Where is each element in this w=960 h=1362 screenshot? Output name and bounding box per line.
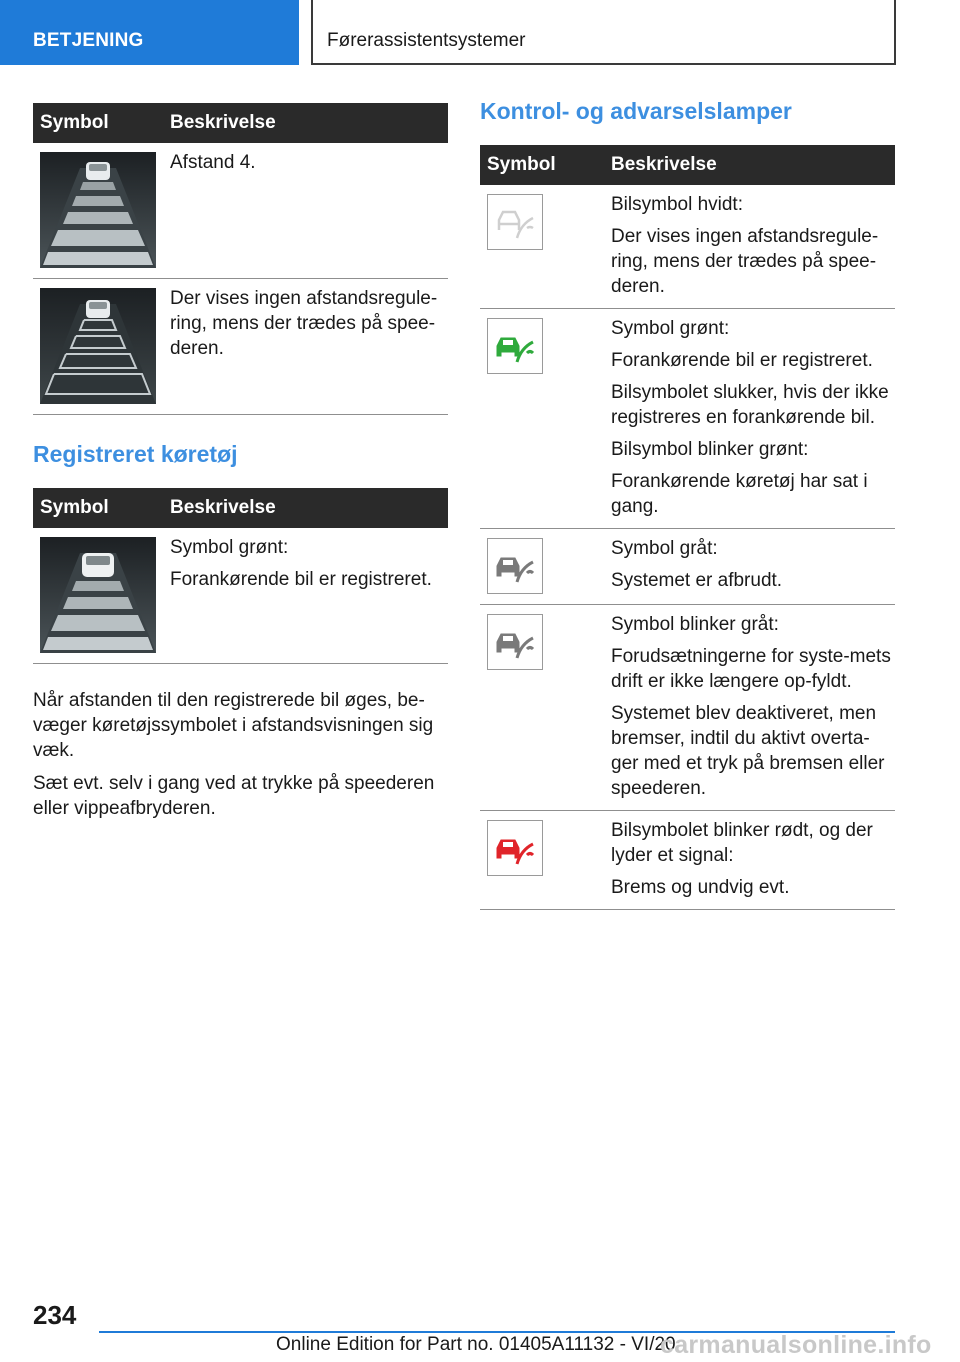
distance-table bbox=[33, 103, 448, 415]
table-row bbox=[480, 529, 895, 605]
row-text: Der vises ingen afstandsregule-ring, mens der trædes på spee-deren. bbox=[170, 288, 438, 359]
body-text bbox=[33, 688, 448, 821]
col-symbol-header: Symbol bbox=[480, 145, 604, 185]
row-text: Bilsymbolet blinker rødt, og der lyder et signal: bbox=[611, 820, 873, 866]
no-regulation-road-icon bbox=[40, 288, 156, 404]
car-symbol-gray-icon bbox=[487, 538, 543, 594]
chapter-tab bbox=[311, 0, 896, 65]
edition-info: Online Edition for Part no. 01405A11132 - VI/20 bbox=[276, 1334, 676, 1355]
row-text: Bilsymbol hvidt: bbox=[611, 194, 743, 215]
section-heading: Registreret køretøj bbox=[33, 441, 238, 467]
table-row bbox=[33, 279, 448, 415]
row-text: Bilsymbol blinker grønt: bbox=[611, 439, 809, 460]
col-description-header: Beskrivelse bbox=[163, 103, 448, 143]
row-text: Afstand 4. bbox=[170, 152, 256, 173]
col-description-header: Beskrivelse bbox=[604, 145, 895, 185]
col-description-header: Beskrivelse bbox=[163, 488, 448, 528]
row-text: Systemet er afbrudt. bbox=[611, 570, 783, 591]
row-text: Systemet blev deaktiveret, men bremser, indtil du aktivt overta-ger med et tryk på bremsen eller speederen. bbox=[611, 703, 885, 799]
right-column bbox=[480, 98, 895, 910]
table-row bbox=[33, 528, 448, 664]
row-text: Forudsætningerne for syste-mets drift er ikke længere op-fyldt. bbox=[611, 646, 891, 692]
table-row bbox=[480, 811, 895, 910]
table-row bbox=[480, 185, 895, 309]
chapter-title: Førerassistentsystemer bbox=[327, 30, 526, 51]
car-symbol-red-icon bbox=[487, 820, 543, 876]
table-row bbox=[480, 309, 895, 529]
row-text: Symbol blinker gråt: bbox=[611, 614, 779, 635]
vehicle-detected-road-icon bbox=[40, 537, 156, 653]
watermark: carmanualsonline.info bbox=[660, 1331, 932, 1359]
distance-4-road-icon bbox=[40, 152, 156, 268]
paragraph: Når afstanden til den registrerede bil øges, be-væger køretøjssymbolet i afstandsvisningen sig væk. bbox=[33, 690, 434, 761]
section-tab bbox=[0, 0, 299, 65]
row-text: Der vises ingen afstandsregule-ring, mens der trædes på spee-deren. bbox=[611, 226, 879, 297]
page-number: 234 bbox=[33, 1300, 77, 1330]
row-text: Forankørende bil er registreret. bbox=[611, 350, 873, 371]
row-text: Brems og undvig evt. bbox=[611, 877, 790, 898]
col-symbol-header: Symbol bbox=[33, 488, 163, 528]
car-symbol-white-icon bbox=[487, 194, 543, 250]
section-title: BETJENING bbox=[33, 30, 144, 51]
car-symbol-gray-blinking-icon bbox=[487, 614, 543, 670]
vehicle-detected-table bbox=[33, 488, 448, 664]
col-symbol-header: Symbol bbox=[33, 103, 163, 143]
row-text: Forankørende bil er registreret. bbox=[170, 569, 432, 590]
warning-lamps-table bbox=[480, 145, 895, 910]
row-text: Symbol grønt: bbox=[611, 318, 730, 339]
row-text: Bilsymbolet slukker, hvis der ikke registreres en forankørende bil. bbox=[611, 382, 889, 428]
left-column bbox=[33, 103, 448, 829]
car-symbol-green-icon bbox=[487, 318, 543, 374]
paragraph: Sæt evt. selv i gang ved at trykke på speederen eller vippeafbryderen. bbox=[33, 773, 435, 819]
row-text: Symbol grønt: bbox=[170, 537, 289, 558]
table-row bbox=[33, 143, 448, 279]
section-heading: Kontrol- og advarselslamper bbox=[480, 98, 792, 124]
row-text: Forankørende køretøj har sat i gang. bbox=[611, 471, 868, 517]
row-text: Symbol gråt: bbox=[611, 538, 718, 559]
table-row bbox=[480, 605, 895, 811]
